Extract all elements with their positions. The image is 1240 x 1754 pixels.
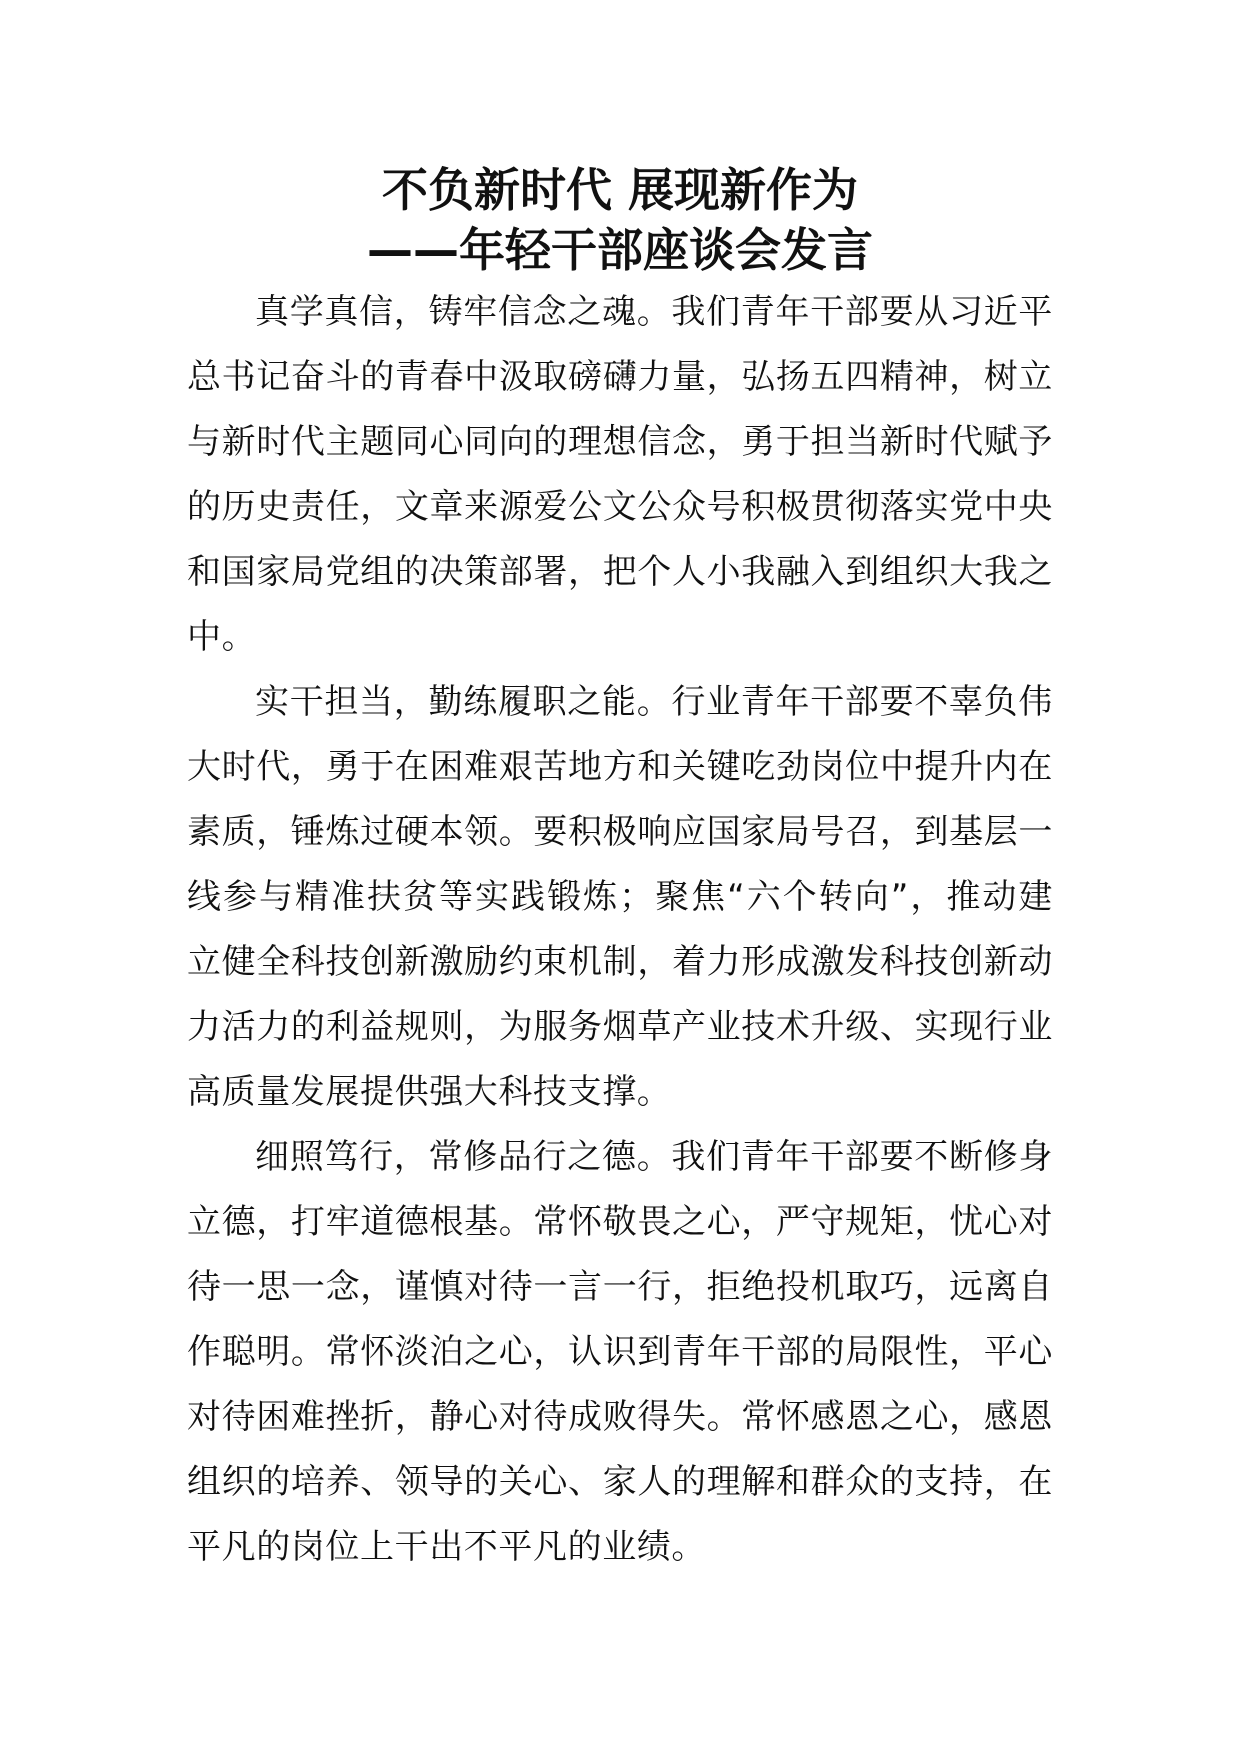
paragraph-3: 细照笃行，常修品行之德。我们青年干部要不断修身立德，打牢道德根基。常怀敬畏之心，严守规矩，忧心对待一思一念，谨慎对待一言一行，拒绝投机取巧，远离自作聪明。常怀淡泊之心，认识到青年干部的局限性，平心对待困难挫折，静心对待成败得失。常怀感恩之心，感恩组织的培养、领导的关心、家人的理解和群众的支持，在平凡的岗位上干出不平凡的业绩。 [187,1137,1053,1567]
paragraph-1: 真学真信，铸牢信念之魂。我们青年干部要从习近平总书记奋斗的青春中汲取磅礴力量，弘扬五四精神，树立与新时代主题同心同向的理想信念，勇于担当新时代赋予的历史责任，文章来源爱公文公众号积极贯彻落实党中央和国家局党组的决策部署，把个人小我融入到组织大我之中。 [187,292,1053,657]
document-page [187,160,1053,1580]
paragraph-2: 实干担当，勤练履职之能。行业青年干部要不辜负伟大时代，勇于在困难艰苦地方和关键吃劲岗位中提升内在素质，锤炼过硬本领。要积极响应国家局号召，到基层一线参与精准扶贫等实践锻炼；聚焦“六个转向”，推动建立健全科技创新激励约束机制，着力形成激发科技创新动力活力的利益规则，为服务烟草产业技术升级、实现行业高质量发展提供强大科技支撑。 [187,682,1053,1112]
document-title-block [187,160,1053,280]
document-title: 不负新时代 展现新作为 [381,163,858,217]
document-subtitle: ——年轻干部座谈会发言 [367,223,873,277]
